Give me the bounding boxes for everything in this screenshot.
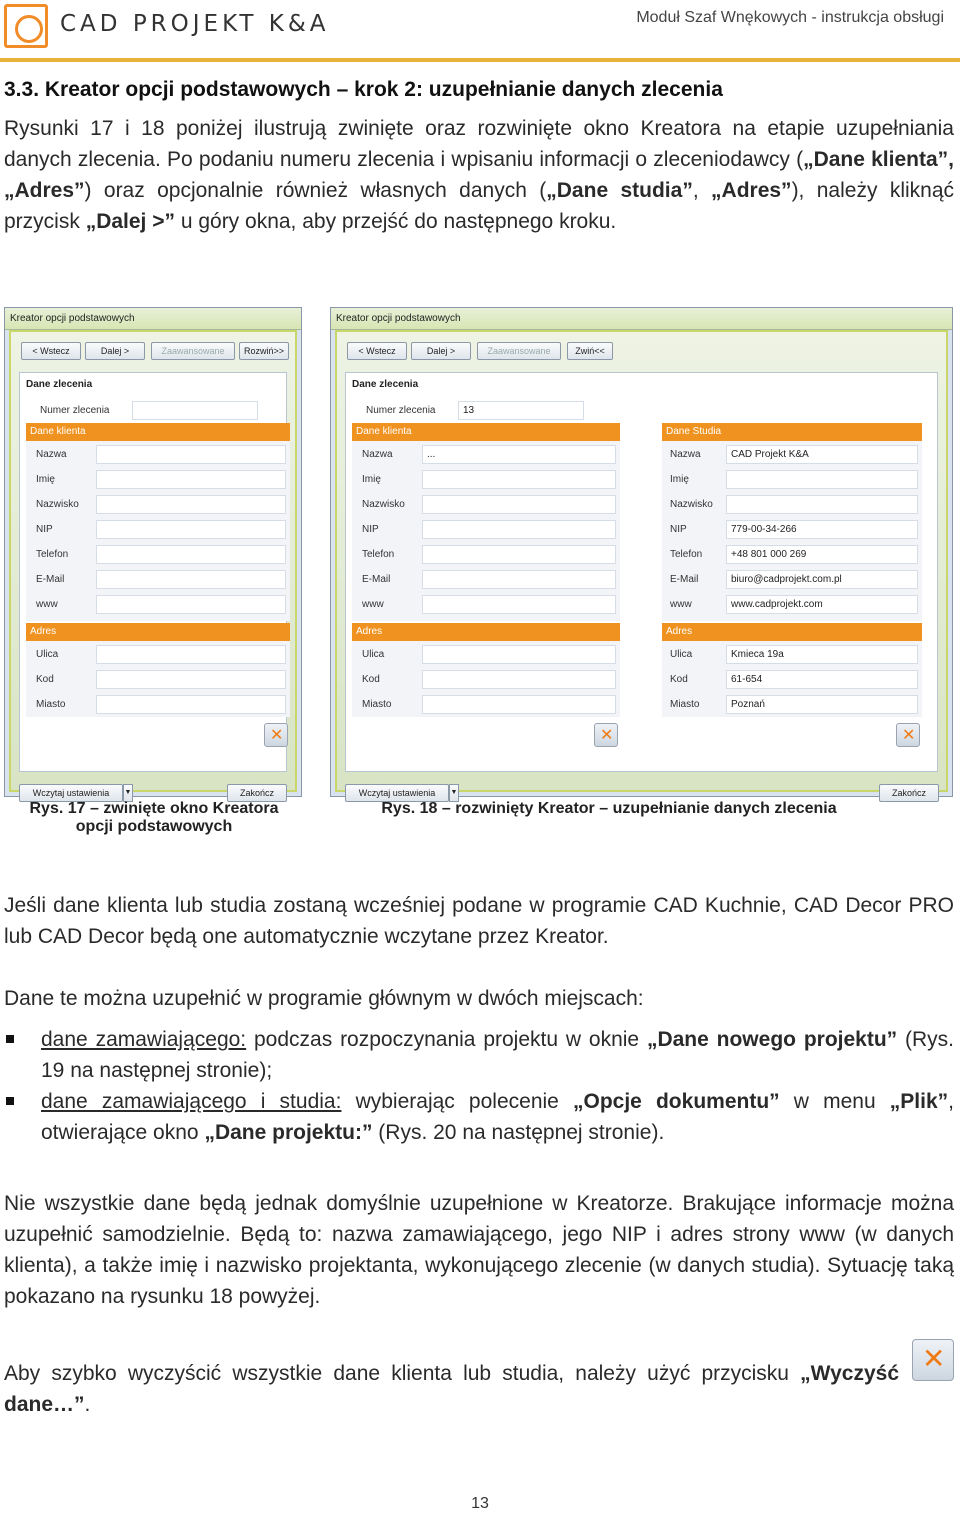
studio-firstname-input[interactable]: [726, 470, 918, 489]
wizard-window-expanded: [330, 307, 953, 797]
load-settings-button[interactable]: Wczytaj ustawienia: [19, 784, 123, 802]
order-number-input[interactable]: 13: [458, 401, 584, 420]
window-title: Kreator opcji podstawowych: [5, 308, 301, 330]
field-label: NIP: [362, 524, 379, 535]
order-panel: [19, 372, 287, 772]
client-nip-input[interactable]: [96, 520, 286, 539]
paragraph-auto-load: Jeśli dane klienta lub studia zostaną wcześniej podane w programie CAD Kuchnie, CAD Decor PRO lub CAD Decor będą one automatycznie wczytane przez Kreator.: [4, 894, 954, 948]
collapse-button[interactable]: Zwiń<<: [567, 342, 613, 360]
studio-www-input[interactable]: www.cadprojekt.com: [726, 595, 918, 614]
window-body: [9, 330, 297, 798]
client-header: Dane klienta: [26, 423, 290, 441]
clear-data-icon: [912, 1339, 954, 1381]
list-item: dane zamawiającego: podczas rozpoczynania projektu w oknie „Dane nowego projektu” (Rys. 19 na następnej stronie);: [4, 1024, 954, 1086]
clear-x-icon: ✕: [270, 725, 284, 744]
field-label: Imię: [362, 474, 381, 485]
finish-button[interactable]: Zakończ: [227, 784, 287, 802]
studio-zip-input[interactable]: 61-654: [726, 670, 918, 689]
order-section-label: Dane zlecenia: [352, 379, 419, 390]
client-email-input[interactable]: [96, 570, 286, 589]
field-label: Nazwisko: [36, 499, 79, 510]
logo-text: CAD PROJEKT K&A: [60, 11, 330, 37]
field-label: www: [670, 599, 692, 610]
client-nip-input[interactable]: [422, 520, 616, 539]
client-zip-input[interactable]: [96, 670, 286, 689]
client-email-input[interactable]: [422, 570, 616, 589]
field-label: Nazwa: [36, 449, 67, 460]
field-label: Nazwisko: [670, 499, 713, 510]
studio-header: Dane Studia: [662, 423, 922, 441]
client-address-header: Adres: [352, 623, 620, 641]
advanced-button[interactable]: Zaawansowane: [477, 342, 561, 360]
back-button[interactable]: < Wstecz: [347, 342, 407, 360]
field-label: Telefon: [670, 549, 703, 560]
clear-studio-button[interactable]: [896, 723, 920, 747]
client-city-input[interactable]: [422, 695, 616, 714]
window-body: [335, 330, 948, 798]
studio-name-input[interactable]: CAD Projekt K&A: [726, 445, 918, 464]
order-panel: [345, 372, 938, 772]
field-label: E-Mail: [36, 574, 65, 585]
field-label: Imię: [36, 474, 55, 485]
client-street-input[interactable]: [422, 645, 616, 664]
client-www-input[interactable]: [96, 595, 286, 614]
field-label: Nazwisko: [362, 499, 405, 510]
field-label: E-Mail: [670, 574, 699, 585]
field-label: Nazwa: [670, 449, 701, 460]
field-label: Ulica: [670, 649, 693, 660]
client-phone-input[interactable]: [96, 545, 286, 564]
wizard-window-collapsed: [4, 307, 302, 797]
field-label: Kod: [670, 674, 688, 685]
header-rule: [0, 58, 960, 62]
studio-city-input[interactable]: Poznań: [726, 695, 918, 714]
field-label: www: [362, 599, 384, 610]
next-button[interactable]: Dalej >: [85, 342, 145, 360]
client-zip-input[interactable]: [422, 670, 616, 689]
order-number-label: Numer zlecenia: [40, 405, 110, 416]
field-label: Kod: [362, 674, 380, 685]
field-label: Miasto: [670, 699, 700, 710]
order-number-input[interactable]: [132, 401, 258, 420]
field-label: www: [36, 599, 58, 610]
studio-email-input[interactable]: biuro@cadprojekt.com.pl: [726, 570, 918, 589]
studio-lastname-input[interactable]: [726, 495, 918, 514]
studio-street-input[interactable]: Kmieca 19a: [726, 645, 918, 664]
clear-data-button[interactable]: [264, 723, 288, 747]
client-city-input[interactable]: [96, 695, 286, 714]
field-label: Kod: [36, 674, 54, 685]
section-title: 3.3. Kreator opcji podstawowych – krok 2: uzupełnianie danych zlecenia: [4, 78, 723, 101]
header-title: Moduł Szaf Wnękowych - instrukcja obsługi: [636, 9, 944, 26]
expand-button[interactable]: Rozwiń>>: [239, 342, 289, 360]
field-label: Ulica: [36, 649, 59, 660]
field-label: NIP: [36, 524, 53, 535]
field-label: Miasto: [362, 699, 392, 710]
client-lastname-input[interactable]: [422, 495, 616, 514]
client-firstname-input[interactable]: [422, 470, 616, 489]
page-number: 13: [471, 1495, 489, 1512]
studio-address-header: Adres: [662, 623, 922, 641]
figure-18-caption: Rys. 18 – rozwinięty Kreator – uzupełnianie danych zlecenia: [381, 800, 837, 817]
intro-paragraph: Rysunki 17 i 18 poniżej ilustrują zwinięte oraz rozwinięte okno Kreatora na etapie uzupełniania danych zlecenia. Po podaniu numeru zlecenia i wpisaniu informacji o zleceniodawcy („Dane klienta”, „Adres”) oraz opcjonalnie również własnych danych („Dane studia”, „Adres”), należy kliknąć przycisk „Dalej >” u góry okna, aby przejść do następnego kroku.: [4, 117, 955, 233]
clear-x-icon: ✕: [600, 725, 614, 744]
paragraph-places: Dane te można uzupełnić w programie głównym w dwóch miejscach:: [4, 987, 644, 1010]
order-section-label: Dane zlecenia: [26, 379, 93, 390]
field-label: Imię: [670, 474, 689, 485]
clear-client-button[interactable]: [594, 723, 618, 747]
back-button[interactable]: < Wstecz: [21, 342, 81, 360]
clear-x-icon: ✕: [922, 1342, 946, 1375]
client-name-input[interactable]: ...: [422, 445, 616, 464]
finish-button[interactable]: Zakończ: [879, 784, 939, 802]
field-label: Telefon: [36, 549, 69, 560]
field-label: Telefon: [362, 549, 395, 560]
page-header: [0, 0, 960, 52]
client-street-input[interactable]: [96, 645, 286, 664]
client-name-input[interactable]: [96, 445, 286, 464]
list-item: dane zamawiającego i studia: wybierając polecenie „Opcje dokumentu” w menu „Plik”, otwierające okno „Dane projektu:” (Rys. 20 na następnej stronie).: [4, 1086, 954, 1148]
field-label: Ulica: [362, 649, 385, 660]
address-header: Adres: [26, 623, 290, 641]
figure-17-caption: Rys. 17 – zwinięte okno Kreatora opcji podstawowych: [29, 800, 279, 835]
client-www-input[interactable]: [422, 595, 616, 614]
studio-nip-input[interactable]: 779-00-34-266: [726, 520, 918, 539]
field-label: E-Mail: [362, 574, 391, 585]
client-header: Dane klienta: [352, 423, 620, 441]
logo-icon: [4, 4, 48, 48]
paragraph-missing-data: Nie wszystkie dane będą jednak domyślnie uzupełnione w Kreatorze. Brakujące informacje można uzupełnić samodzielnie. Będą to: nazwa zamawiającego, jego NIP i adres strony www (w danych klienta), a także imię i nazwisko projektanta, wykonującego zlecenie (w danych studia). Sytuację taką pokazano na rysunku 18 powyżej.: [4, 1192, 954, 1308]
studio-phone-input[interactable]: +48 801 000 269: [726, 545, 918, 564]
chevron-down-icon[interactable]: ▼: [449, 784, 459, 802]
window-title: Kreator opcji podstawowych: [331, 308, 952, 330]
paragraph-clear-data: Aby szybko wyczyścić wszystkie dane klienta lub studia, należy użyć przycisku „Wyczyść dane…”.: [4, 1362, 899, 1416]
field-label: Miasto: [36, 699, 66, 710]
field-label: Nazwa: [362, 449, 393, 460]
clear-x-icon: ✕: [902, 725, 916, 744]
advanced-button[interactable]: Zaawansowane: [151, 342, 235, 360]
order-number-label: Numer zlecenia: [366, 405, 436, 416]
client-phone-input[interactable]: [422, 545, 616, 564]
chevron-down-icon[interactable]: ▼: [123, 784, 133, 802]
next-button[interactable]: Dalej >: [411, 342, 471, 360]
client-lastname-input[interactable]: [96, 495, 286, 514]
places-list: [4, 1024, 954, 1148]
field-label: NIP: [670, 524, 687, 535]
client-firstname-input[interactable]: [96, 470, 286, 489]
load-settings-button[interactable]: Wczytaj ustawienia: [345, 784, 449, 802]
